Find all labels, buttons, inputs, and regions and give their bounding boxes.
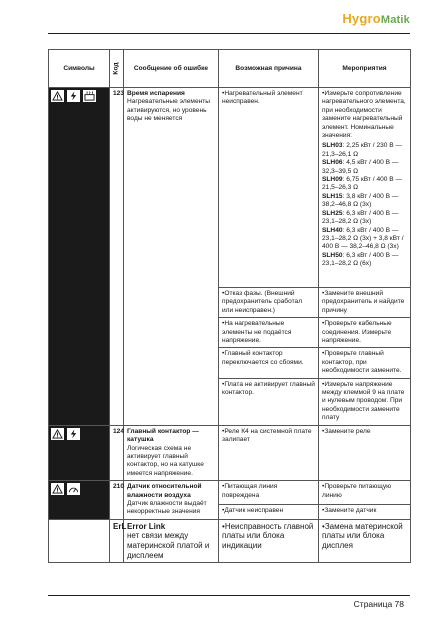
brand-part1: Hygro xyxy=(342,11,381,26)
error-code: 124 xyxy=(110,425,124,480)
symbols-cell xyxy=(49,88,110,426)
lightning-icon xyxy=(67,428,80,440)
spec-value: : 6,3 кВт / 400 В — 23,1–28,2 Ω (6x) xyxy=(322,251,399,268)
action-cell xyxy=(319,348,411,378)
header-rule xyxy=(48,33,410,34)
cause-cell xyxy=(219,88,319,288)
spec-line xyxy=(322,227,407,252)
action-text: • Замените датчик xyxy=(322,507,407,515)
spec-value: : 6,75 кВт / 400 В — 21,5–26,3 Ω xyxy=(322,176,403,192)
action-text: • Измерьте напряжение между клеммой 9 на плате и нулевым проводом. При необходимости замените плату xyxy=(322,381,407,423)
error-description: Нагревательные элементы активируются, но уровень воды не меняется xyxy=(127,98,211,123)
cause-text: • Плата не активирует главный контактор. xyxy=(222,381,315,398)
lightning-icon xyxy=(67,90,80,102)
symbols-cell xyxy=(49,425,110,480)
action-cell xyxy=(319,505,411,520)
spec-value: : 4,5 кВт / 400 В — 32,3–39,5 Ω xyxy=(322,159,399,175)
error-code: 123 xyxy=(110,88,124,426)
footer-rule xyxy=(48,595,410,596)
spec-line xyxy=(322,210,407,227)
cause-cell xyxy=(219,425,319,480)
error-table xyxy=(48,49,411,563)
error-message xyxy=(124,88,219,426)
error-title: Время испарения xyxy=(127,90,185,97)
cause-text: • Нагревательный элемент неисправен. xyxy=(222,90,315,107)
table-row xyxy=(49,519,411,562)
table-row xyxy=(49,88,411,288)
cause-cell xyxy=(219,318,319,348)
error-description: Логическая схема не активирует главный контактор, но на катушке имеется напряжение. xyxy=(127,444,204,477)
action-text: • Проверьте кабельные соединения. Измерьте напряжение. xyxy=(322,320,407,345)
spec-model: SLH09 xyxy=(322,176,343,184)
action-cell xyxy=(319,288,411,318)
error-title: Error Link xyxy=(127,521,166,531)
brand-logo xyxy=(342,11,410,26)
action-text: • Замена материнской платы или блока дисплея xyxy=(322,522,407,551)
error-message xyxy=(124,425,219,480)
spec-line xyxy=(322,142,407,159)
header-symbols: Символы xyxy=(49,50,110,88)
spec-model: SLH25 xyxy=(322,209,343,217)
error-description: Датчик влажности выдаёт некорректные значения xyxy=(127,499,207,516)
heater-icon xyxy=(83,90,96,102)
symbols-cell-empty xyxy=(49,519,110,562)
error-description: нет связи между материнской платой и дисплеем xyxy=(127,531,210,560)
action-cell xyxy=(319,481,411,505)
cause-cell xyxy=(219,519,319,562)
spec-model: SLH50 xyxy=(322,251,343,259)
spec-model: SLH15 xyxy=(322,192,343,200)
cause-text: • Реле К4 на системной плате залипает xyxy=(222,428,315,445)
action-text: • Проверьте главный контактор, при необходимости замените. xyxy=(322,350,407,375)
action-cell xyxy=(319,519,411,562)
cause-cell xyxy=(219,378,319,425)
action-cell xyxy=(319,378,411,425)
cause-cell xyxy=(219,288,319,318)
warning-icon xyxy=(51,428,64,440)
error-message xyxy=(124,481,219,520)
spec-value: : 6,3 кВт / 400 В — 23,1–28,2 Ω (3x) xyxy=(322,209,399,226)
error-title: Датчик относительной влажности воздуха xyxy=(127,483,202,499)
cause-text: • Датчик неисправен xyxy=(222,507,315,515)
spec-line xyxy=(322,176,407,193)
error-title: Главный контактор — катушка xyxy=(127,427,199,444)
spec-line xyxy=(322,159,407,176)
action-text: • Измерьте сопротивление нагревательного элемента, при необходимости замените нагревательный элемент. Номинальные значения: xyxy=(322,90,407,140)
error-code: 210 xyxy=(110,481,124,520)
action-text: • Замените реле xyxy=(322,428,407,436)
action-text: • Проверьте питающую линию xyxy=(322,483,407,500)
cause-text: • На нагревательные элементы не подаётся напряжение. xyxy=(222,320,315,345)
header-code-label: Код xyxy=(113,62,120,75)
spec-value: : 2,25 кВт / 230 В — 21,3–26,1 Ω xyxy=(322,142,403,158)
page-number: Страница 78 xyxy=(353,599,404,609)
table-row xyxy=(49,481,411,505)
table-header-row xyxy=(49,50,411,88)
spec-model: SLH06 xyxy=(322,159,343,167)
action-cell xyxy=(319,318,411,348)
cause-cell xyxy=(219,348,319,378)
gauge-icon xyxy=(67,483,80,495)
cause-text: • Неисправность главной платы или блока индикации xyxy=(222,522,315,551)
action-text: • Замените внешний предохранитель и найдите причину xyxy=(322,290,407,315)
spec-value: : 6,3 кВт / 400 В — 23,1–28,2 Ω (3x) + 3,8 кВт / 400 В — 38,2–46,8 Ω (3x) xyxy=(322,226,404,251)
spec-line xyxy=(322,193,407,210)
cause-cell xyxy=(219,481,319,505)
header-cause: Возможная причина xyxy=(219,50,319,88)
warning-icon xyxy=(51,90,64,102)
spec-model: SLH40 xyxy=(322,226,343,234)
error-message xyxy=(124,519,219,562)
cause-text: • Питающая линия повреждена xyxy=(222,483,315,500)
header-message: Сообщение об ошибке xyxy=(124,50,219,88)
cause-text: • Отказ фазы. (Внешний предохранитель сработал или неисправен.) xyxy=(222,290,315,315)
spec-model: SLH03 xyxy=(322,142,343,150)
spec-value: : 3,8 кВт / 400 В — 38,2–46,8 Ω (3x) xyxy=(322,192,399,209)
spec-line xyxy=(322,252,407,269)
header-code xyxy=(110,50,124,88)
header-action: Мероприятия xyxy=(319,50,411,88)
cause-text: • Главный контактор переключается со сбоями. xyxy=(222,350,315,367)
symbols-cell xyxy=(49,481,110,520)
error-code: ErL xyxy=(110,519,124,562)
action-cell xyxy=(319,425,411,480)
warning-icon xyxy=(51,483,64,495)
cause-cell xyxy=(219,505,319,520)
action-cell xyxy=(319,88,411,288)
brand-part2: Matik xyxy=(380,14,410,26)
table-row xyxy=(49,425,411,480)
